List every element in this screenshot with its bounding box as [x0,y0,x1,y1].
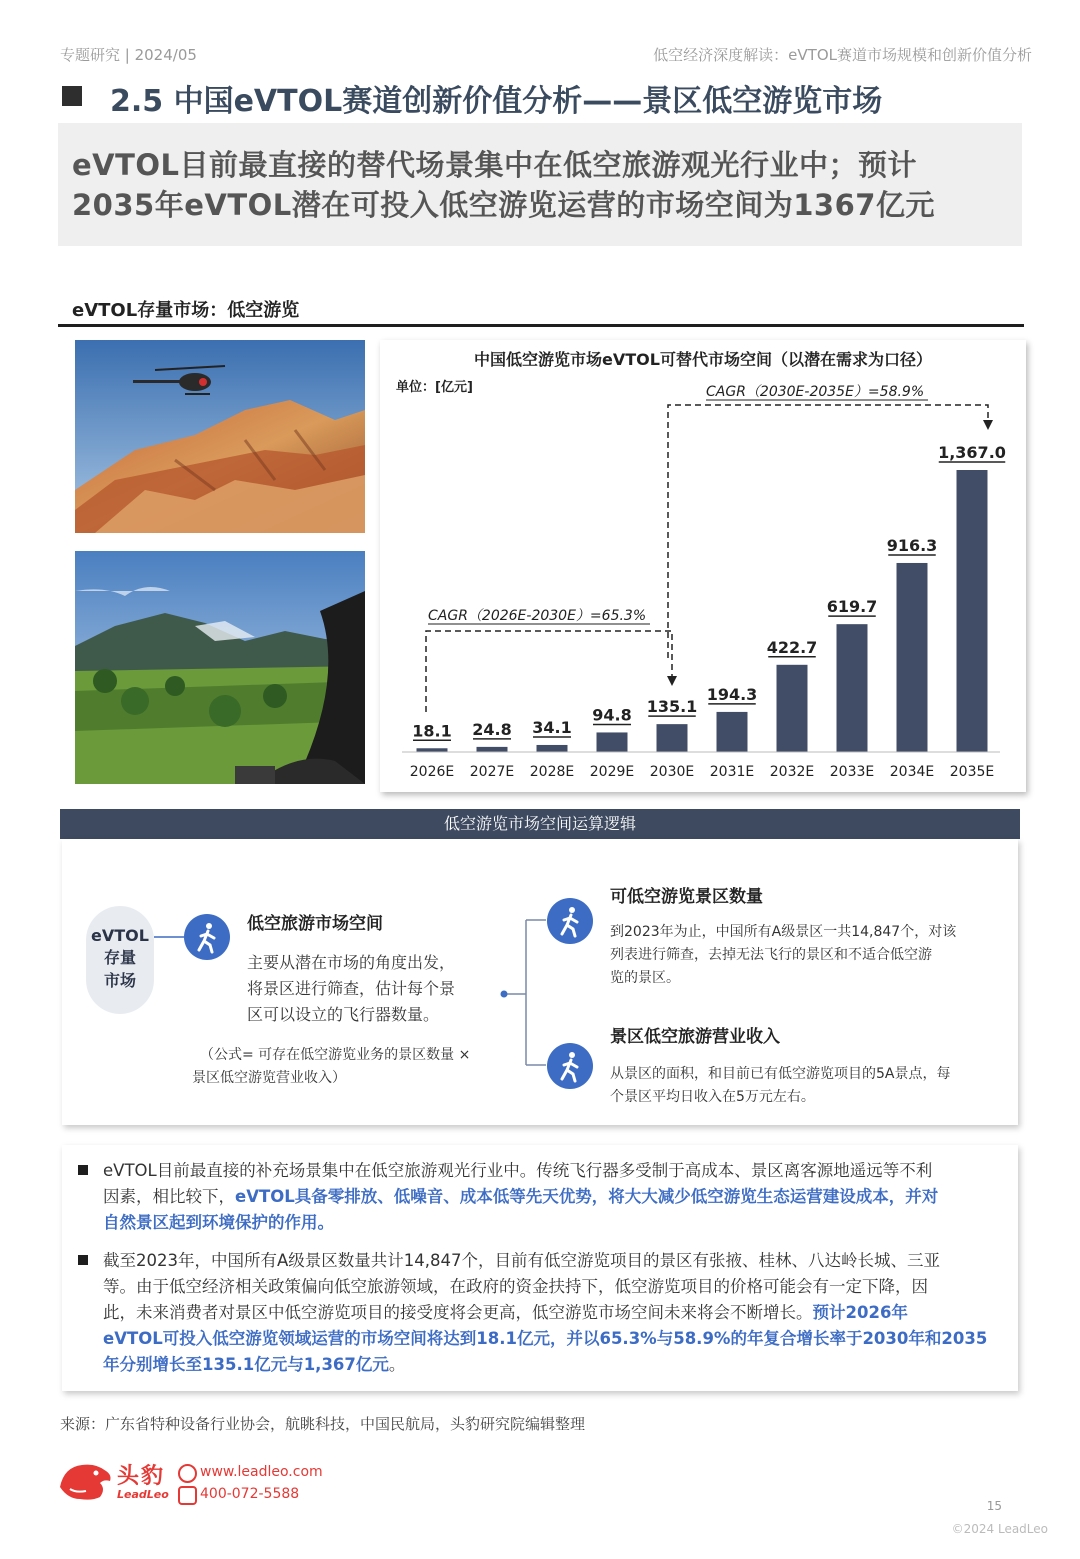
bullet-2-highlight: 年分别增长至135.1亿元与1,367亿元 [103,1355,389,1374]
data-label: 194.3 [706,684,758,704]
bullet-2 [103,1248,1005,1378]
walking-person-icon [184,914,230,960]
item2-title: 景区低空旅游营业收入 [610,1027,780,1047]
page-number: 15 [986,1499,1002,1513]
data-label: 422.7 [766,637,818,657]
logo-en: LeadLeo [117,1488,169,1501]
bullet-1-text: 因素，相比较下， [103,1187,235,1206]
data-label: 34.1 [532,717,572,737]
logo-cn: 头豹 [117,1464,166,1489]
bullet-2-text: 此，未来消费者对景区中低空游览项目的接受度将会更高，低空游览市场空间未来将会不断增长。 [103,1303,813,1322]
data-label: 94.8 [592,705,632,725]
x-tick-label: 2028E [529,764,575,780]
arrow-down-icon [667,676,677,686]
chart-title: 中国低空游览市场eVTOL可替代市场空间（以潜在需求为口径） [474,350,932,369]
bar [897,563,928,752]
bar [657,724,688,752]
left-body-line: 主要从潜在市场的角度出发， [247,953,456,972]
bullet-2-highlight: 预计2026年 [812,1303,908,1322]
pill-line-1: eVTOL [91,926,149,945]
bar [597,732,628,752]
formula [192,1044,470,1090]
walking-person-icon [547,898,593,944]
cagr-label: CAGR（2026E-2030E）=65.3% [428,608,647,624]
data-label: 619.7 [826,597,878,617]
bullet-2-line: 截至2023年，中国所有A级景区数量共计14,847个，目前有低空游览项目的景区有张掖、桂林、八达岭长城、三亚 [103,1251,941,1270]
x-tick-label: 2029E [589,764,635,780]
section-label: eVTOL存量市场：低空游览 [72,300,300,321]
headline-line-2: 2035年eVTOL潜在可投入低空游览运营的市场空间为1367亿元 [72,188,935,222]
x-tick-label: 2027E [469,764,515,780]
bar [777,665,808,752]
item1-body-line: 到2023年为止，中国所有A级景区一共14,847个，对该 [610,924,957,940]
x-tick-label: 2031E [709,764,755,780]
globe-icon [178,1464,197,1483]
copyright: ©2024 LeadLeo [951,1522,1048,1536]
data-label: 135.1 [646,697,698,717]
page-title: 2.5 中国eVTOL赛道创新价值分析——景区低空游览市场 [110,84,883,119]
bullet-1-highlight: 自然景区起到环境保护的作用。 [103,1213,334,1232]
bullet-2-line: 等。由于低空经济相关政策偏向低空旅游领域，在政府的资金扶持下，低空游览项目的价格可能会有一定下降，因 [103,1277,928,1296]
item1-body [610,921,956,990]
walking-person-icon [547,1043,593,1089]
chart-unit-label: 单位：[亿元] [396,380,473,395]
bullet-2-text: 。 [388,1355,406,1374]
title-square-icon [62,86,82,106]
bullet-2-line [103,1300,1005,1326]
bullet-1-line: eVTOL目前最直接的补充场景集中在低空旅游观光行业中。传统飞行器多受制于高成本、景区离客源地遥远等不利 [103,1161,933,1180]
phone-number: 400-072-5588 [200,1486,300,1502]
bullet-2-highlight: eVTOL可投入低空游览领域运营的市场空间将达到18.1亿元，并以65.3%与58.9%的年复合增长率于2030年和2035 [103,1329,988,1348]
bar [837,624,868,752]
section-divider [58,324,1024,327]
headline [72,145,1002,225]
leopard-logo-icon [56,1457,114,1503]
bar [477,747,508,752]
headline-line-1: eVTOL目前最直接的替代场景集中在低空旅游观光行业中；预计 [72,148,918,182]
logic-title-bar: 低空游览市场空间运算逻辑 [60,809,1020,839]
x-tick-label: 2035E [949,764,995,780]
formula-line: 景区低空游览营业收入） [192,1070,346,1086]
data-label: 18.1 [412,721,452,741]
x-tick-label: 2034E [889,764,935,780]
helicopter-photo [75,340,365,533]
cagr-connector [426,631,672,712]
x-tick-label: 2030E [649,764,695,780]
bar-chart [380,340,1026,792]
x-tick-label: 2032E [769,764,815,780]
bullet-1-highlight: eVTOL具备零排放、低噪音、成本低等先天优势，将大大减少低空游览生态运营建设成本，并对 [235,1187,939,1206]
website-link[interactable]: www.leadleo.com [200,1464,323,1480]
left-body [247,950,455,1028]
item2-body-line: 从景区的面积，和目前已有低空游览项目的5A景点，每 [610,1066,951,1082]
item2-body [610,1063,950,1109]
bullet-square-icon [78,1165,88,1175]
item1-body-line: 列表进行筛查，去掉无法飞行的景区和不适合低空游 [610,947,932,963]
bullet-1-line [103,1184,1005,1210]
item2-body-line: 个景区平均日收入在5万元左右。 [610,1089,815,1105]
phone-icon [178,1486,197,1505]
bar [417,748,448,752]
item1-body-line: 览的景区。 [610,970,680,986]
bullet-1 [103,1158,1005,1236]
item1-title: 可低空游览景区数量 [610,887,763,907]
pill-line-2: 存量 [103,948,136,967]
cagr-label: CAGR（2030E-2035E）=58.9% [706,384,925,400]
header-right: 低空经济深度解读：eVTOL赛道市场规模和创新价值分析 [653,46,1032,64]
bar [957,470,988,752]
pill-line-3: 市场 [103,971,136,990]
data-label: 24.8 [472,719,512,739]
valley-photo [75,551,365,784]
data-label: 916.3 [886,535,938,555]
bar [537,745,568,752]
evtol-stock-market-pill [86,906,154,1014]
x-tick-label: 2033E [829,764,875,780]
left-body-line: 将景区进行筛查，估计每个景 [247,979,456,998]
formula-line: （公式= 可存在低空游览业务的景区数量 × [200,1047,471,1063]
left-title: 低空旅游市场空间 [247,914,383,934]
bar [717,712,748,752]
header-left: 专题研究 | 2024/05 [60,46,197,64]
bullet-square-icon [78,1255,88,1265]
source-note: 来源：广东省特种设备行业协会，航眺科技，中国民航局，头豹研究院编辑整理 [60,1415,586,1433]
x-tick-label: 2026E [409,764,455,780]
data-label: 1,367.0 [938,443,1006,462]
bullet-2-line [103,1352,1005,1378]
left-body-line: 区可以设立的飞行器数量。 [247,1005,440,1024]
arrow-down-icon [983,420,993,430]
